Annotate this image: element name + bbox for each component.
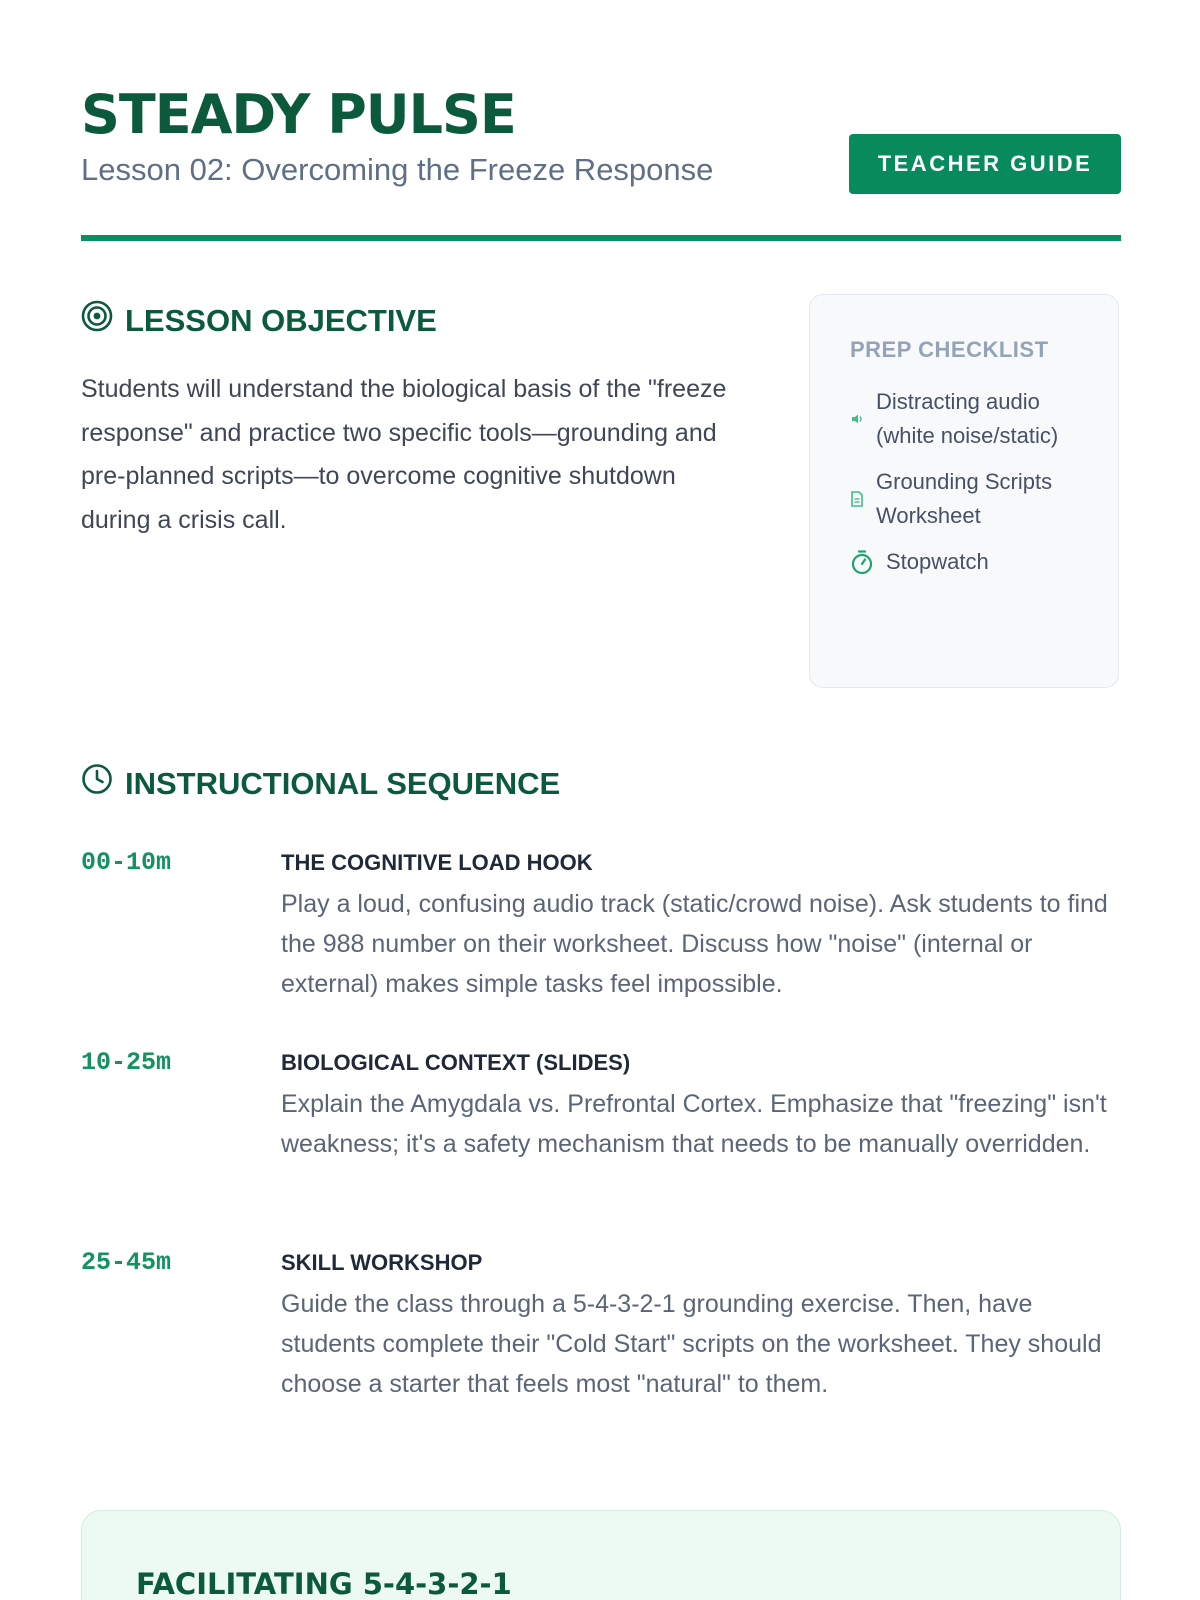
prep-item-label: Stopwatch (886, 549, 989, 574)
sequence-heading (81, 763, 560, 805)
step-title: THE COGNITIVE LOAD HOOK (281, 850, 593, 875)
step-time: 00-10m (81, 848, 172, 877)
prep-item-audio (850, 385, 1090, 452)
step-body (281, 1248, 1121, 1404)
step-description: Play a loud, confusing audio track (static/crowd noise). Ask students to find the 988 number on their worksheet. Discuss how "noise" (internal or external) makes simple tasks feel impossible. (281, 890, 1108, 998)
document-icon (850, 491, 864, 507)
facilitation-card (81, 1510, 1121, 1600)
step-description: Explain the Amygdala vs. Prefrontal Cortex. Emphasize that "freezing" isn't weakness; it's a safety mechanism that needs to be manually overridden. (281, 1090, 1107, 1158)
prep-item-stopwatch (850, 545, 1090, 579)
clock-icon (81, 763, 113, 805)
step-title: SKILL WORKSHOP (281, 1250, 483, 1275)
teacher-guide-button[interactable]: TEACHER GUIDE (849, 134, 1121, 194)
objective-text: Students will understand the biological basis of the "freeze response" and practice two specific tools—grounding and pre-planned scripts—to overcome cognitive shutdown during a crisis call. (81, 375, 727, 534)
prep-checklist-card (809, 294, 1119, 688)
prep-checklist-title: PREP CHECKLIST (850, 337, 1049, 362)
prep-item-label: Grounding Scripts Worksheet (876, 469, 1053, 528)
step-title: BIOLOGICAL CONTEXT (SLIDES) (281, 1050, 631, 1075)
brand-title: STEADY PULSE (81, 83, 516, 146)
audio-icon (850, 412, 864, 426)
objective-heading-label: LESSON OBJECTIVE (125, 303, 437, 338)
step-time: 25-45m (81, 1248, 172, 1277)
stopwatch-icon (850, 549, 874, 575)
objective-heading (81, 300, 437, 342)
lesson-subtitle: Lesson 02: Overcoming the Freeze Response (81, 152, 714, 187)
step-time: 10-25m (81, 1048, 172, 1077)
step-body (281, 848, 1121, 1004)
target-icon (81, 300, 113, 342)
lesson-page (81, 0, 1121, 1600)
header-divider (81, 235, 1121, 241)
sequence-heading-label: INSTRUCTIONAL SEQUENCE (125, 766, 561, 801)
prep-checklist (850, 385, 1090, 592)
step-description: Guide the class through a 5-4-3-2-1 grounding exercise. Then, have students complete their "Cold Start" scripts on the worksheet. They should choose a starter that feels most "natural" to them. (281, 1290, 1102, 1398)
facilitation-title: FACILITATING 5-4-3-2-1 (136, 1567, 512, 1600)
prep-item-label: Distracting audio (white noise/static) (876, 389, 1059, 448)
step-body (281, 1048, 1121, 1164)
prep-item-worksheet (850, 465, 1090, 532)
